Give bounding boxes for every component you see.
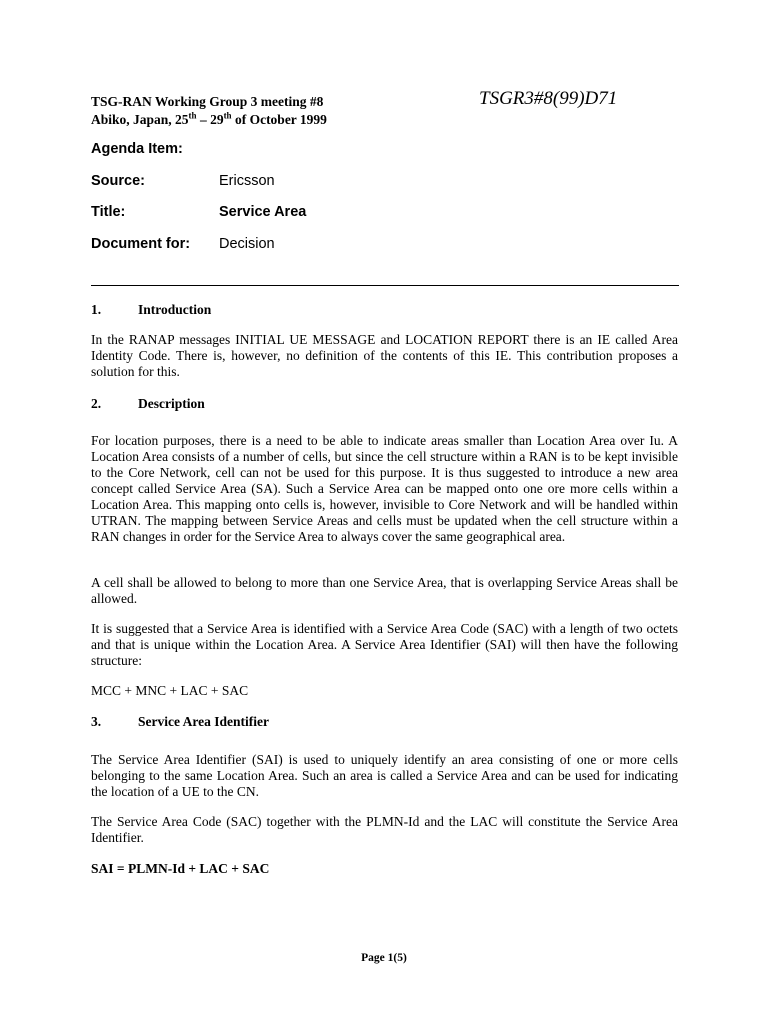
sai-formula: SAI = PLMN-Id + LAC + SAC <box>91 861 270 876</box>
docfor-label: Document for: <box>91 236 191 252</box>
docfor-value: Decision <box>219 236 275 252</box>
section-heading-introduction: 1. Introduction <box>91 302 212 317</box>
section-heading-service-area-identifier: 3. Service Area Identifier <box>91 714 269 729</box>
title-label: Title: <box>91 204 126 220</box>
formula: MCC + MNC + LAC + SAC <box>91 683 249 698</box>
meeting-location: Abiko, Japan, 25th – 29th of October 1999 <box>91 110 327 127</box>
agenda-label: Agenda Item: <box>91 141 183 157</box>
document-id: TSGR3#8(99)D71 <box>479 88 618 109</box>
source-value: Ericsson <box>219 173 275 189</box>
paragraph: The Service Area Code (SAC) together with the PLMN-Id and the LAC will constitute the Service Area Identifier. <box>91 814 678 845</box>
source-label: Source: <box>91 173 145 189</box>
section-heading-description: 2. Description <box>91 396 205 411</box>
paragraph: The Service Area Identifier (SAI) is used to uniquely identify an area consisting of one or more cells belonging to the same Location Area. Such an area is called a Service Area and can be used for indicating the location of a UE to the CN. <box>91 752 678 799</box>
meeting-title: TSG-RAN Working Group 3 meeting #8 <box>91 94 324 109</box>
paragraph: For location purposes, there is a need to be able to indicate areas smaller than Location Area over Iu. A Location Area consists of a number of cells, but since the cell structure within a RAN is to be kept invisible to the Core Network, cell can not be used for this purpose. It is thus suggested to introduce a new area concept called Service Area (SA). Such a Service Area can be mapped onto one ore more cells within a Location Area. This mapping onto cells is, however, invisible to Core Network and will be handled within UTRAN. The mapping between Service Areas and cells must be updated when the cell structure within a RAN changes in order for the Service Area to always cover the same geographical area. <box>91 433 678 544</box>
meeting-header <box>91 93 327 129</box>
paragraph: It is suggested that a Service Area is identified with a Service Area Code (SAC) with a length of two octets and that is unique within the Location Area. A Service Area Identifier (SAI) will then have the following structure: <box>91 621 678 668</box>
paragraph: A cell shall be allowed to belong to more than one Service Area, that is overlapping Service Areas shall be allowed. <box>91 575 678 606</box>
page-number: Page 1(5) <box>361 952 407 964</box>
title-value: Service Area <box>219 204 307 220</box>
paragraph: In the RANAP messages INITIAL UE MESSAGE and LOCATION REPORT there is an IE called Area Identity Code. There is, however, no definition of the contents of this IE. This contribution proposes a solution for this. <box>91 332 678 379</box>
header-divider <box>91 285 679 286</box>
